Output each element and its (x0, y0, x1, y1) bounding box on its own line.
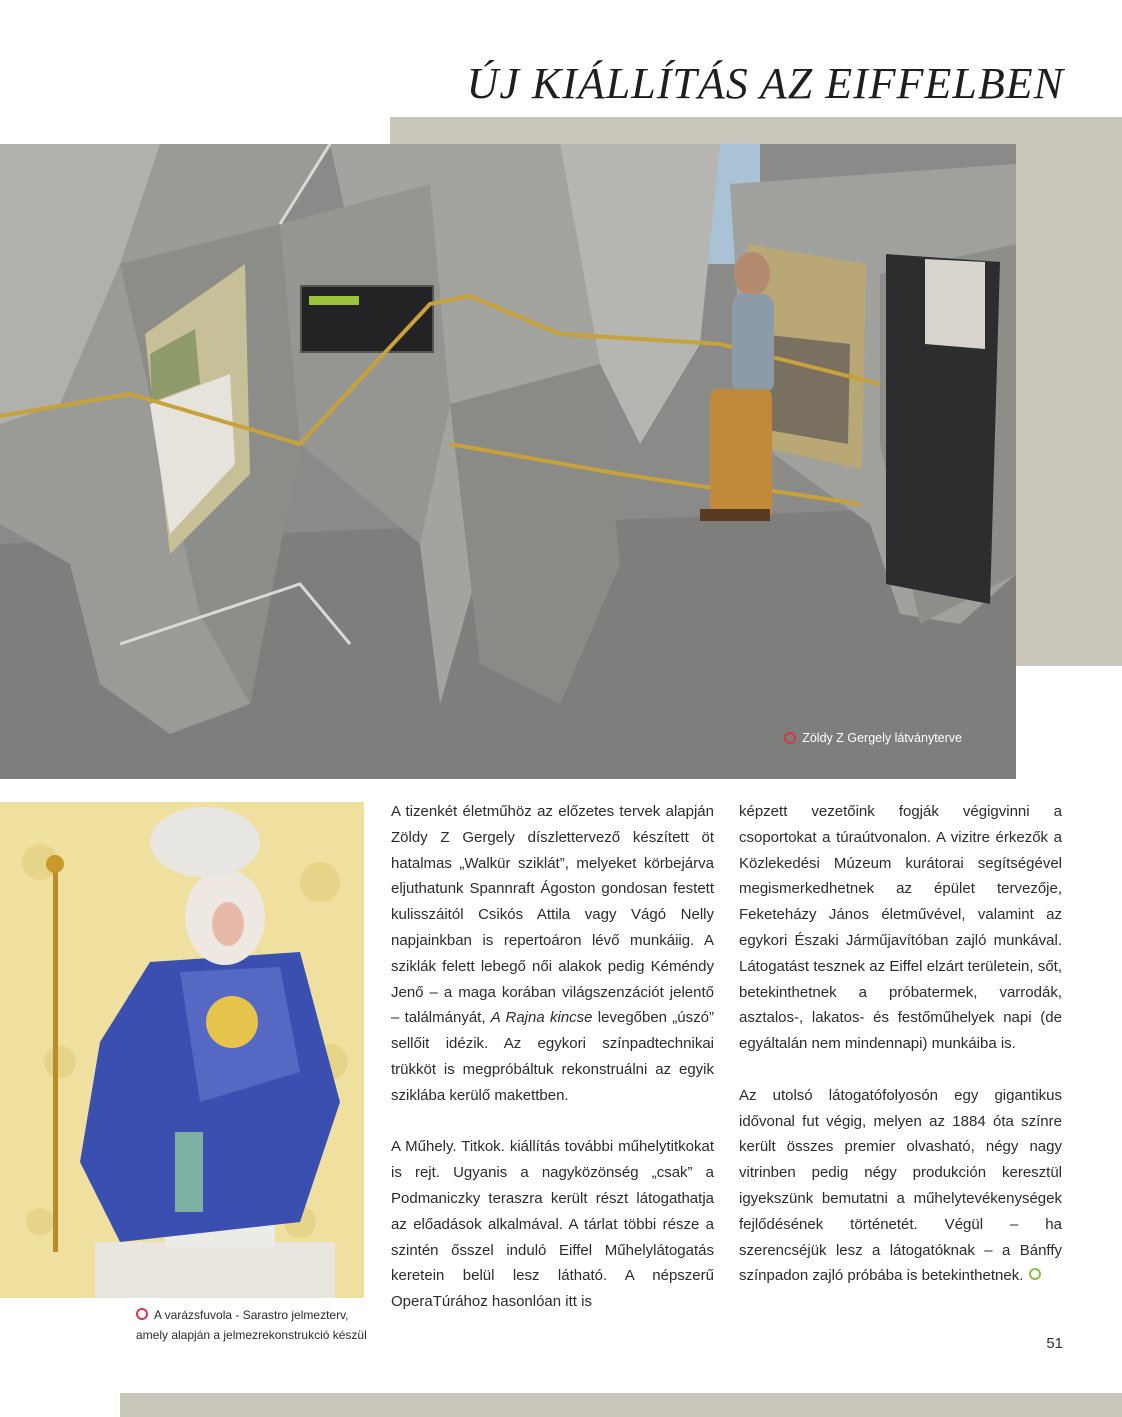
article-column-1 (391, 799, 714, 1341)
decorative-band-bottom (120, 1393, 1122, 1417)
page-title: ÚJ KIÁLLÍTÁS AZ EIFFELBEN (466, 59, 1064, 108)
article-paragraph-1: A tizenkét életműhöz az előzetes tervek alapján Zöldy Z Gergely díszlettervező készített öt hatalmas „Walkür sziklát”, melyeket körbejárva eljuthatunk Spannraft Ágoston gondosan festett kulisszáitól Csikós Attila vagy Vágó Nelly napjainkban is repertoáron lévő munkáiig. A sziklák felett lebegő női alakok pedig Kéméndy Jenő – a maga korában világszenzációt jelentő – találmányát, A Rajna kincse levegőben „úszó” sellőit idézik. Az egykori színpadtechnikai trükköt is megpróbáltuk rekonstruálni az egyik sziklába kerülő makettben. (391, 803, 714, 1104)
red-ring-icon (784, 732, 796, 744)
costume-design-image (0, 802, 364, 1298)
page-number: 51 (1046, 1335, 1063, 1352)
work-title-italic: A Rajna kincse (490, 1009, 593, 1027)
hero-caption (784, 731, 962, 745)
article-paragraph-3: képzett vezetőink fogják végigvinni a csoportokat a túraútvonalon. A vizitre érkezők a Közlekedési Múzeum kurátorai segítségével megismerkedhetnek az épület tervezője, Feketeházy János életművével, valamint az egykori Északi Járműjavítóban zajló munkával. Látogatást tesznek az Eiffel elzárt területein, sőt, betekinthetnek a próbatermek, varrodák, asztalos-, lakatos- és festőműhelyek napi (de egyáltalán nem mindennapi) munkáiba is. (739, 803, 1062, 1053)
green-ring-end-icon (1029, 1268, 1041, 1280)
costume-caption-line2: amely alapján a jelmezrekonstrukció készül (136, 1328, 367, 1342)
red-ring-icon (136, 1308, 148, 1320)
sarastro-costume-illustration (0, 802, 364, 1298)
article-paragraph-2: A Műhely. Titkok. kiállítás további műhelytitkokat is rejt. Ugyanis a nagyközönség „csak” a Podmaniczky teraszra került részt látogathatja az előadások alkalmával. A tárlat többi része a szintén ősszel induló Eiffel Műhelylátogatás keretein belül lesz látható. A népszerű OperaTúrához hasonlóan itt is (391, 1138, 714, 1311)
article-paragraph-4: Az utolsó látogatófolyosón egy gigantikus idővonal fut végig, melyen az 1884 óta színre került összes premier olvasható, négy nagy vitrinben pedig négy produkción keresztül igyekszünk bemutatni a műhelytevékenységek fejlődésének történetét. Végül – ha szerencséjük lesz a látogatóknak – a Bánffy színpadon zajló próbába is betekinthetnek. (739, 1086, 1062, 1285)
article-column-2 (739, 799, 1062, 1315)
exhibition-rendering-illustration (0, 144, 1016, 779)
costume-caption-line1: A varázsfuvola - Sarastro jelmezterv, (154, 1308, 349, 1322)
exhibition-rendering-image (0, 144, 1016, 779)
hero-caption-text: Zöldy Z Gergely látványterve (802, 731, 962, 745)
costume-caption (136, 1305, 376, 1345)
